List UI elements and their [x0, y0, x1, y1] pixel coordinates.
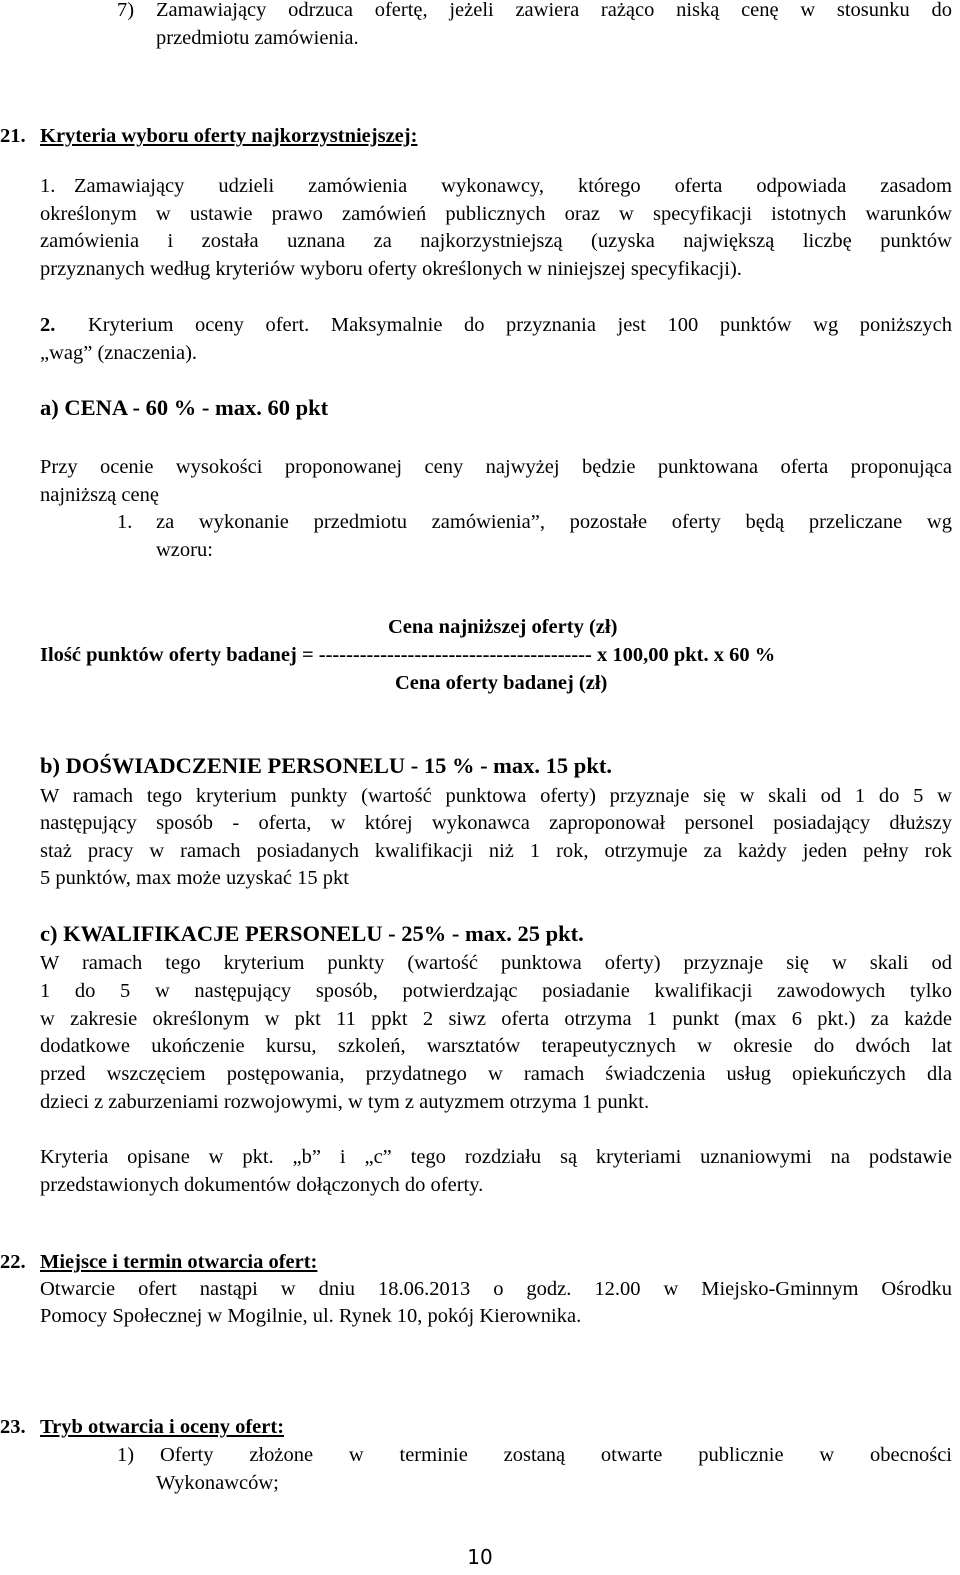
- list-number: 1.: [40, 175, 56, 197]
- criterion-heading-experience: b) DOŚWIADCZENIE PERSONELU - 15 % - max. 15 pkt.: [40, 753, 612, 778]
- text-line: Wykonawców;: [156, 1472, 279, 1494]
- text-line: przedmiotu zamówienia.: [156, 27, 359, 49]
- text-line: staż pracy w ramach posiadanych kwalifikacji niż 1 rok, otrzymuje za każdy jeden pełny rok: [40, 840, 952, 862]
- page-number: 10: [467, 1545, 493, 1569]
- formula-numerator: Cena najniższej oferty (zł): [388, 616, 618, 638]
- text-line: Pomocy Społecznej w Mogilnie, ul. Rynek 10, pokój Kierownika.: [40, 1305, 582, 1327]
- section-heading: Kryteria wyboru oferty najkorzystniejszej:: [40, 125, 418, 147]
- text-line: Otwarcie ofert nastąpi w dniu 18.06.2013 o godz. 12.00 w Miejsko-Gminnym Ośrodku: [40, 1278, 952, 1300]
- text-line: „wag” (znaczenia).: [40, 342, 198, 364]
- criterion-heading-qualifications: c) KWALIFIKACJE PERSONELU - 25% - max. 25 pkt.: [40, 921, 584, 946]
- text-line: dzieci z zaburzeniami rozwojowymi, w tym z autyzmem otrzyma 1 punkt.: [40, 1091, 650, 1113]
- text-line: Przy ocenie wysokości proponowanej ceny najwyżej będzie punktowana oferta proponująca: [40, 456, 952, 478]
- list-number: 7): [117, 0, 135, 21]
- text-line: przed wszczęciem postępowania, przydatnego w ramach świadczenia usług opiekuńczych dla: [40, 1063, 952, 1085]
- criterion-heading-price: a) CENA - 60 % - max. 60 pkt: [40, 395, 329, 420]
- text-line: Oferty złożone w terminie zostaną otwarte publicznie w obecności: [160, 1444, 952, 1466]
- formula-main: Ilość punktów oferty badanej = ---------------------------------------- x 100,00 pkt. x 60 %: [40, 644, 776, 666]
- text-line: zamówienia i została uznana za najkorzystniejszą (uzyska największą liczbę punktów: [40, 230, 952, 252]
- text-line: przedstawionych dokumentów dołączonych do oferty.: [40, 1174, 484, 1196]
- text-line: Zamawiający odrzuca ofertę, jeżeli zawiera rażąco niską cenę w stosunku do: [156, 0, 952, 21]
- text-line: za wykonanie przedmiotu zamówienia”, pozostałe oferty będą przeliczane wg: [156, 511, 952, 533]
- text-line: W ramach tego kryterium punkty (wartość punktowa oferty) przyznaje się w skali od 1 do 5 w: [40, 785, 952, 807]
- list-number: 1): [117, 1444, 135, 1466]
- text-line: Zamawiający udzieli zamówienia wykonawcy, którego oferta odpowiada zasadom: [74, 175, 952, 197]
- section-number: 22.: [0, 1251, 26, 1273]
- text-line: w zakresie określonym w pkt 11 ppkt 2 siwz oferta otrzyma 1 punkt (max 6 pkt.) za każde: [40, 1008, 952, 1030]
- text-line: 5 punktów, max może uzyskać 15 pkt: [40, 867, 349, 889]
- text-line: dodatkowe ukończenie kursu, szkoleń, warsztatów terapeutycznych w okresie do dwóch lat: [40, 1035, 952, 1057]
- text-line: Kryteria opisane w pkt. „b” i „c” tego rozdziału są kryteriami uznaniowymi na podstawie: [40, 1146, 952, 1168]
- text-line: 1 do 5 w następujący sposób, potwierdzając posiadanie kwalifikacji zawodowych tylko: [40, 980, 952, 1002]
- text-line: Kryterium oceny ofert. Maksymalnie do przyznania jest 100 punktów wg poniższych: [88, 314, 952, 336]
- text-line: przyznanych według kryteriów wyboru oferty określonych w niniejszej specyfikacji).: [40, 258, 742, 280]
- list-number: 1.: [117, 511, 133, 533]
- text-line: najniższą cenę: [40, 484, 159, 506]
- list-number: 2.: [40, 314, 56, 336]
- text-line: określonym w ustawie prawo zamówień publicznych oraz w specyfikacji istotnych warunków: [40, 203, 952, 225]
- section-heading: Miejsce i termin otwarcia ofert:: [40, 1251, 318, 1273]
- text-line: wzoru:: [156, 539, 213, 561]
- section-heading: Tryb otwarcia i oceny ofert:: [40, 1416, 285, 1438]
- text-line: W ramach tego kryterium punkty (wartość punktowa oferty) przyznaje się w skali od: [40, 952, 952, 974]
- section-number: 23.: [0, 1416, 26, 1438]
- formula-denominator: Cena oferty badanej (zł): [395, 672, 608, 694]
- section-number: 21.: [0, 125, 26, 147]
- text-line: następujący sposób - oferta, w której wykonawca zaproponował personel posiadający dłuższy: [40, 812, 952, 834]
